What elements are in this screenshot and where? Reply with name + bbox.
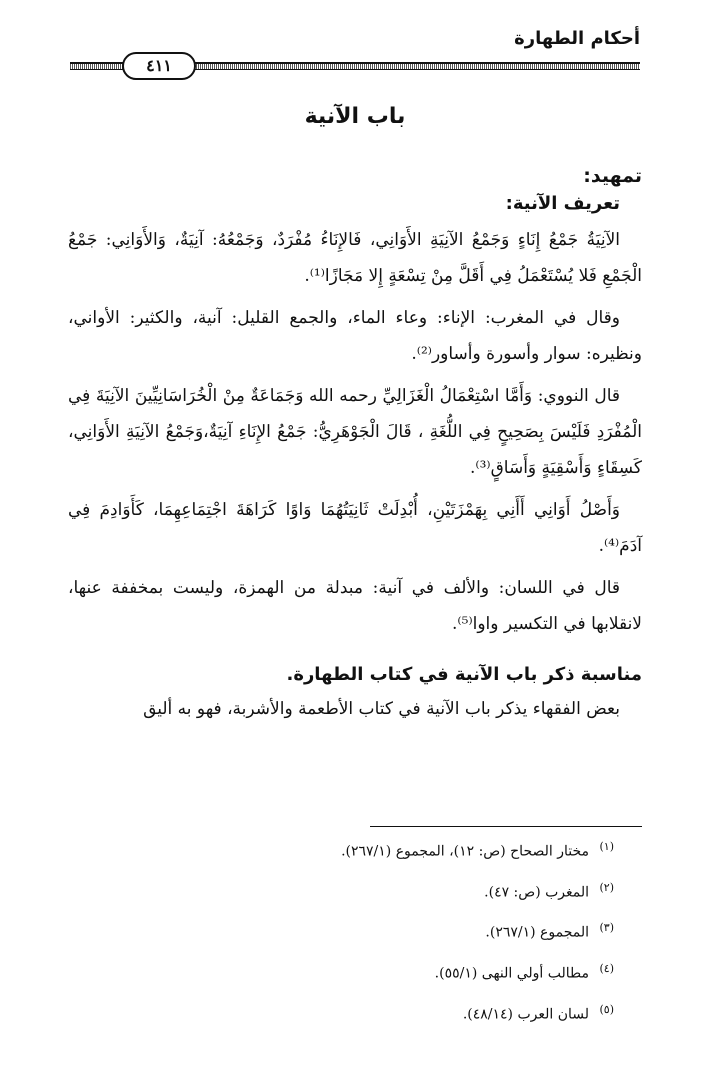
page-number: ٤١١ [122, 52, 196, 80]
running-title: أحكام الطهارة [514, 28, 640, 49]
section-heading: مناسبة ذكر باب الآنية في كتاب الطهارة. [286, 664, 642, 685]
footnote [68, 958, 614, 985]
page-header [70, 28, 640, 88]
paragraph: وَأَصْلُ أَوَانِي أَأَنِي بِهَمْزَتَيْنِ، أُبْدِلَتْ ثَانِيَتُهُمَا وَاوًا كَرَاهَةَ اجْتِمَاعِهِمَا، كَأَوَادِمَ فِي آدَمَ⁽⁴⁾. [68, 500, 642, 556]
footnote-text: مختار الصحاح (ص: ١٢)، المجموع (٢٦٧/١). [341, 843, 590, 860]
footnote [68, 836, 614, 863]
footnote-number: (٣) [599, 921, 614, 935]
footnote [68, 999, 614, 1026]
paragraph: قال النووي: وَأَمَّا اسْتِعْمَالُ الْغَزَالِيِّ رحمه الله وَجَمَاعَةٌ مِنْ الْخُرَاسَانِيِّينَ الآنِيَةَ فِي الْمُفْرَدِ فَلَيْسَ بِصَحِيحٍ فِي اللُّغَةِ ، قَالَ الْجَوْهَرِيُّ: جَمْعُ الإِنَاءِ آنِيَةٌ،وَجَمْعُ الآنِيَةِ الأَوَانِي، كَسِقَاءٍ وَأَسْقِيَةٍ وَأَسَاقٍ⁽³⁾. [68, 386, 642, 478]
definition-heading: تعريف الآنية: [505, 193, 620, 214]
footnote-number: (٤) [599, 961, 614, 975]
footnote-number: (٢) [599, 880, 614, 894]
intro-heading: تمهيد: [583, 165, 642, 187]
paragraph: قال في اللسان: والألف في آنية: مبدلة من الهمزة، وليست بمخففة عنها، لانقلابها في التكسير واوا⁽⁵⁾. [68, 578, 642, 634]
footnote-text: مطالب أولي النهى (٥٥/١). [434, 965, 590, 982]
footnote-number: (٥) [599, 1002, 614, 1016]
footnote-text: المجموع (٢٦٧/١). [485, 924, 590, 941]
footnote-divider [370, 826, 642, 827]
paragraph: الآنِيَةُ جَمْعُ إِنَاءٍ وَجَمْعُ الآنِيَةِ الأَوَانِي، فَالإِنَاءُ مُفْرَدٌ، وَجَمْعُهُ: آنِيَةٌ، وَالأَوَانِي: جَمْعُ الْجَمْعِ فَلا يُسْتَعْمَلُ فِي أَقَلَّ مِنْ تِسْعَةٍ إِلا مَجَازًا⁽¹⁾. [68, 230, 642, 286]
footnote-number: (١) [599, 840, 614, 853]
closing-paragraph: بعض الفقهاء يذكر باب الآنية في كتاب الأطعمة والأشربة، فهو به أليق [143, 699, 620, 719]
paragraph: وقال في المغرب: الإناء: وعاء الماء، والجمع القليل: آنية، والكثير: الأواني، ونظيره: سوار وأسورة وأساور⁽²⁾. [68, 308, 642, 364]
page-body [68, 100, 642, 733]
footnote [68, 877, 614, 904]
footnotes [68, 836, 642, 1039]
chapter-title: باب الآنية [304, 104, 406, 129]
footnote-text: المغرب (ص: ٤٧). [484, 884, 590, 901]
footnote-text: لسان العرب (٤٨/١٤). [462, 1006, 590, 1023]
footnote [68, 917, 614, 944]
